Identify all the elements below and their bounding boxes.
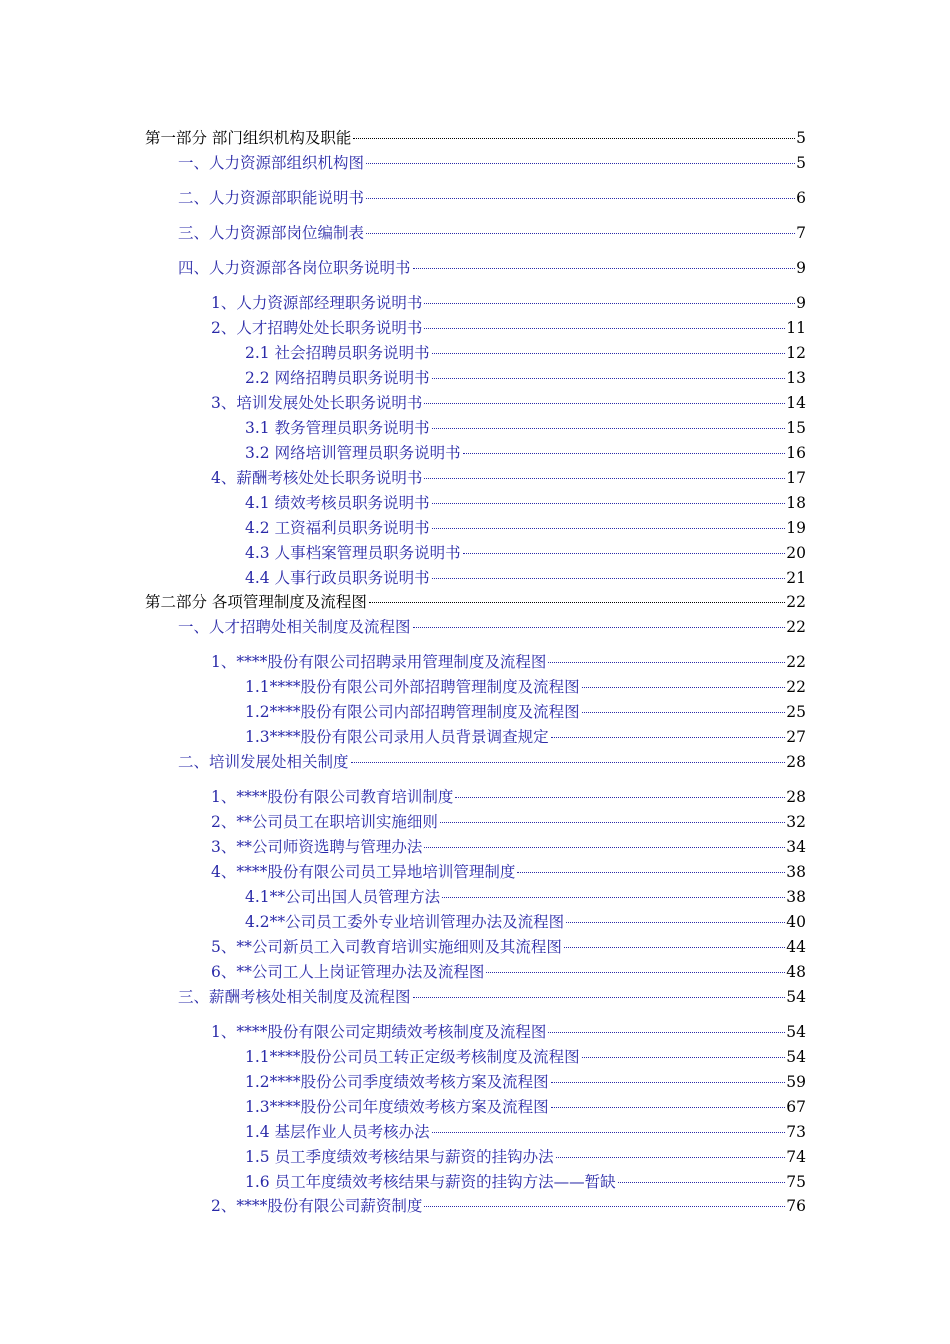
toc-entry[interactable] <box>245 726 806 748</box>
toc-entry-page-number: 19 <box>786 519 806 537</box>
toc-entry-page-number: 18 <box>786 494 806 512</box>
toc-entry-title: 3、培训发展处处长职务说明书 <box>211 394 423 412</box>
toc-leader-dots <box>432 1132 786 1133</box>
toc-entry-page-number: 13 <box>786 369 806 387</box>
toc-entry-page-number: 38 <box>786 863 806 881</box>
toc-entry-title: 4.1 绩效考核员职务说明书 <box>245 494 430 512</box>
toc-entry[interactable] <box>245 492 806 514</box>
toc-entry-page-number: 28 <box>786 788 806 806</box>
toc-entry-page-number: 9 <box>796 259 806 277</box>
toc-entry-page-number: 73 <box>786 1123 806 1141</box>
toc-entry-title: 4、****股份有限公司员工异地培训管理制度 <box>211 863 516 881</box>
toc-leader-dots <box>424 478 785 479</box>
toc-leader-dots <box>366 163 795 164</box>
toc-entry[interactable] <box>211 467 806 489</box>
toc-entry[interactable] <box>211 936 806 958</box>
toc-leader-dots <box>548 662 785 663</box>
toc-entry[interactable] <box>245 542 806 564</box>
toc-entry[interactable] <box>178 187 806 209</box>
toc-entry-title: 6、**公司工人上岗证管理办法及流程图 <box>211 963 485 981</box>
toc-entry-page-number: 59 <box>786 1073 806 1091</box>
toc-leader-dots <box>432 428 786 429</box>
toc-entry-title: 第一部分 部门组织机构及职能 <box>145 129 352 147</box>
toc-leader-dots <box>424 328 785 329</box>
toc-leader-dots <box>556 1157 786 1158</box>
toc-leader-dots <box>440 822 785 823</box>
toc-entry-title: 4.2 工资福利员职务说明书 <box>245 519 430 537</box>
toc-entry-title: 4.1**公司出国人员管理方法 <box>245 888 441 906</box>
toc-entry[interactable] <box>245 1171 806 1193</box>
toc-leader-dots <box>582 687 786 688</box>
toc-leader-dots <box>369 602 785 603</box>
toc-entry[interactable] <box>211 651 806 673</box>
toc-leader-dots <box>366 233 795 234</box>
toc-entry-title: 第二部分 各项管理制度及流程图 <box>145 593 367 611</box>
toc-entry-page-number: 22 <box>786 618 806 636</box>
toc-leader-dots <box>351 762 786 763</box>
toc-entry[interactable] <box>245 911 806 933</box>
toc-entry-page-number: 22 <box>786 653 806 671</box>
toc-leader-dots <box>432 578 786 579</box>
toc-entry-page-number: 76 <box>786 1197 806 1215</box>
toc-entry-page-number: 11 <box>786 319 806 337</box>
toc-entry-title: 3.1 教务管理员职务说明书 <box>245 419 430 437</box>
toc-entry-page-number: 27 <box>786 728 806 746</box>
toc-entry[interactable] <box>245 1046 806 1068</box>
toc-entry-page-number: 74 <box>786 1148 806 1166</box>
toc-leader-dots <box>424 1206 785 1207</box>
toc-entry-title: 1.1****股份有限公司外部招聘管理制度及流程图 <box>245 678 580 696</box>
toc-entry[interactable] <box>245 1146 806 1168</box>
toc-entry-page-number: 32 <box>786 813 806 831</box>
toc-entry-page-number: 25 <box>786 703 806 721</box>
toc-leader-dots <box>618 1182 786 1183</box>
toc-entry-title: 1.3****股份有限公司录用人员背景调查规定 <box>245 728 549 746</box>
toc-entry[interactable] <box>178 616 806 638</box>
toc-entry-page-number: 22 <box>786 593 806 611</box>
toc-leader-dots <box>424 303 795 304</box>
toc-entry[interactable] <box>245 1121 806 1143</box>
toc-entry-title: 1、****股份有限公司招聘录用管理制度及流程图 <box>211 653 547 671</box>
toc-entry[interactable] <box>245 442 806 464</box>
toc-entry[interactable] <box>178 257 806 279</box>
toc-entry-title: 2.2 网络招聘员职务说明书 <box>245 369 430 387</box>
toc-entry[interactable] <box>245 676 806 698</box>
toc-entry-page-number: 38 <box>786 888 806 906</box>
toc-leader-dots <box>432 353 786 354</box>
toc-leader-dots <box>548 1032 785 1033</box>
toc-leader-dots <box>463 453 786 454</box>
toc-entry-title: 4.2**公司员工委外专业培训管理办法及流程图 <box>245 913 565 931</box>
toc-entry-page-number: 17 <box>786 469 806 487</box>
toc-entry-page-number: 40 <box>786 913 806 931</box>
toc-entry-page-number: 5 <box>796 154 806 172</box>
toc-entry-page-number: 48 <box>786 963 806 981</box>
toc-entry[interactable] <box>245 342 806 364</box>
toc-leader-dots <box>413 997 786 998</box>
toc-entry-page-number: 28 <box>786 753 806 771</box>
toc-leader-dots <box>432 378 786 379</box>
toc-leader-dots <box>551 1107 786 1108</box>
toc-entry[interactable] <box>211 961 806 983</box>
toc-leader-dots <box>366 198 795 199</box>
toc-entry-page-number: 15 <box>786 419 806 437</box>
toc-leader-dots <box>564 947 785 948</box>
toc-entry-title: 三、人力资源部岗位编制表 <box>178 224 365 242</box>
toc-entry[interactable] <box>145 591 806 613</box>
toc-entry[interactable] <box>178 751 806 773</box>
toc-leader-dots <box>486 972 785 973</box>
toc-entry[interactable] <box>245 701 806 723</box>
toc-entry-title: 3、**公司师资选聘与管理办法 <box>211 838 423 856</box>
toc-leader-dots <box>463 553 786 554</box>
toc-entry-page-number: 16 <box>786 444 806 462</box>
toc-entry-title: 二、培训发展处相关制度 <box>178 753 349 771</box>
toc-entry-title: 1.5 员工季度绩效考核结果与薪资的挂钩办法 <box>245 1148 554 1166</box>
toc-entry-page-number: 21 <box>786 569 806 587</box>
toc-leader-dots <box>424 847 785 848</box>
toc-entry-title: 2、人才招聘处处长职务说明书 <box>211 319 423 337</box>
toc-leader-dots <box>455 797 785 798</box>
toc-entry[interactable] <box>211 392 806 414</box>
toc-leader-dots <box>582 1057 786 1058</box>
toc-leader-dots <box>432 528 786 529</box>
toc-entry[interactable] <box>178 222 806 244</box>
toc-entry-title: 1.3****股份公司年度绩效考核方案及流程图 <box>245 1098 549 1116</box>
toc-entry-title: 二、人力资源部职能说明书 <box>178 189 365 207</box>
toc-entry-page-number: 22 <box>786 678 806 696</box>
toc-entry[interactable] <box>245 1096 806 1118</box>
toc-entry-title: 一、人力资源部组织机构图 <box>178 154 365 172</box>
toc-entry[interactable] <box>178 986 806 1008</box>
toc-entry-page-number: 67 <box>786 1098 806 1116</box>
toc-entry-title: 1.2****股份有限公司内部招聘管理制度及流程图 <box>245 703 580 721</box>
toc-entry-title: 一、人才招聘处相关制度及流程图 <box>178 618 411 636</box>
toc-entry-title: 1.2****股份公司季度绩效考核方案及流程图 <box>245 1073 549 1091</box>
toc-entry[interactable] <box>245 517 806 539</box>
toc-leader-dots <box>551 1082 786 1083</box>
toc-entry-page-number: 54 <box>786 988 806 1006</box>
toc-entry-page-number: 75 <box>786 1173 806 1191</box>
toc-leader-dots <box>442 897 785 898</box>
toc-entry-title: 3.2 网络培训管理员职务说明书 <box>245 444 461 462</box>
toc-entry[interactable] <box>145 127 806 149</box>
toc-entry-title: 1、****股份有限公司教育培训制度 <box>211 788 454 806</box>
toc-leader-dots <box>424 403 785 404</box>
toc-entry-page-number: 12 <box>786 344 806 362</box>
toc-entry[interactable] <box>245 417 806 439</box>
toc-entry[interactable] <box>245 1071 806 1093</box>
toc-leader-dots <box>353 138 795 139</box>
toc-entry-title: 三、薪酬考核处相关制度及流程图 <box>178 988 411 1006</box>
toc-entry-title: 2、**公司员工在职培训实施细则 <box>211 813 438 831</box>
toc-entry-page-number: 14 <box>786 394 806 412</box>
toc-entry-page-number: 34 <box>786 838 806 856</box>
toc-entry[interactable] <box>211 786 806 808</box>
toc-entry-title: 4.4 人事行政员职务说明书 <box>245 569 430 587</box>
toc-entry[interactable] <box>211 1195 806 1217</box>
toc-entry-title: 4、薪酬考核处处长职务说明书 <box>211 469 423 487</box>
toc-entry[interactable] <box>211 836 806 858</box>
toc-entry-title: 2.1 社会招聘员职务说明书 <box>245 344 430 362</box>
toc-entry-page-number: 20 <box>786 544 806 562</box>
toc-entry[interactable] <box>211 317 806 339</box>
toc-leader-dots <box>582 712 786 713</box>
toc-entry-title: 1.6 员工年度绩效考核结果与薪资的挂钩方法——暂缺 <box>245 1173 616 1191</box>
toc-entry-title: 1、****股份有限公司定期绩效考核制度及流程图 <box>211 1023 547 1041</box>
toc-entry-title: 1、人力资源部经理职务说明书 <box>211 294 423 312</box>
toc-entry[interactable] <box>245 567 806 589</box>
toc-leader-dots <box>413 627 786 628</box>
toc-entry[interactable] <box>245 886 806 908</box>
toc-entry-page-number: 54 <box>786 1048 806 1066</box>
toc-leader-dots <box>413 268 796 269</box>
toc-entry-page-number: 7 <box>796 224 806 242</box>
toc-entry[interactable] <box>211 1021 806 1043</box>
toc-leader-dots <box>517 872 785 873</box>
toc-entry[interactable] <box>245 367 806 389</box>
toc-leader-dots <box>432 503 786 504</box>
toc-entry-title: 1.1****股份公司员工转正定级考核制度及流程图 <box>245 1048 580 1066</box>
toc-leader-dots <box>551 737 786 738</box>
toc-entry-title: 5、**公司新员工入司教育培训实施细则及其流程图 <box>211 938 562 956</box>
toc-entry-title: 2、****股份有限公司薪资制度 <box>211 1197 423 1215</box>
toc-entry-page-number: 9 <box>796 294 806 312</box>
toc-entry-page-number: 44 <box>786 938 806 956</box>
toc-entry-page-number: 5 <box>796 129 806 147</box>
toc-entry-title: 四、人力资源部各岗位职务说明书 <box>178 259 411 277</box>
toc-entry[interactable] <box>211 292 806 314</box>
toc-entry-page-number: 6 <box>796 189 806 207</box>
toc-leader-dots <box>566 922 785 923</box>
toc-entry-title: 1.4 基层作业人员考核办法 <box>245 1123 430 1141</box>
toc-entry-page-number: 54 <box>786 1023 806 1041</box>
toc-entry[interactable] <box>211 811 806 833</box>
toc-entry-title: 4.3 人事档案管理员职务说明书 <box>245 544 461 562</box>
toc-entry[interactable] <box>178 152 806 174</box>
toc-entry[interactable] <box>211 861 806 883</box>
